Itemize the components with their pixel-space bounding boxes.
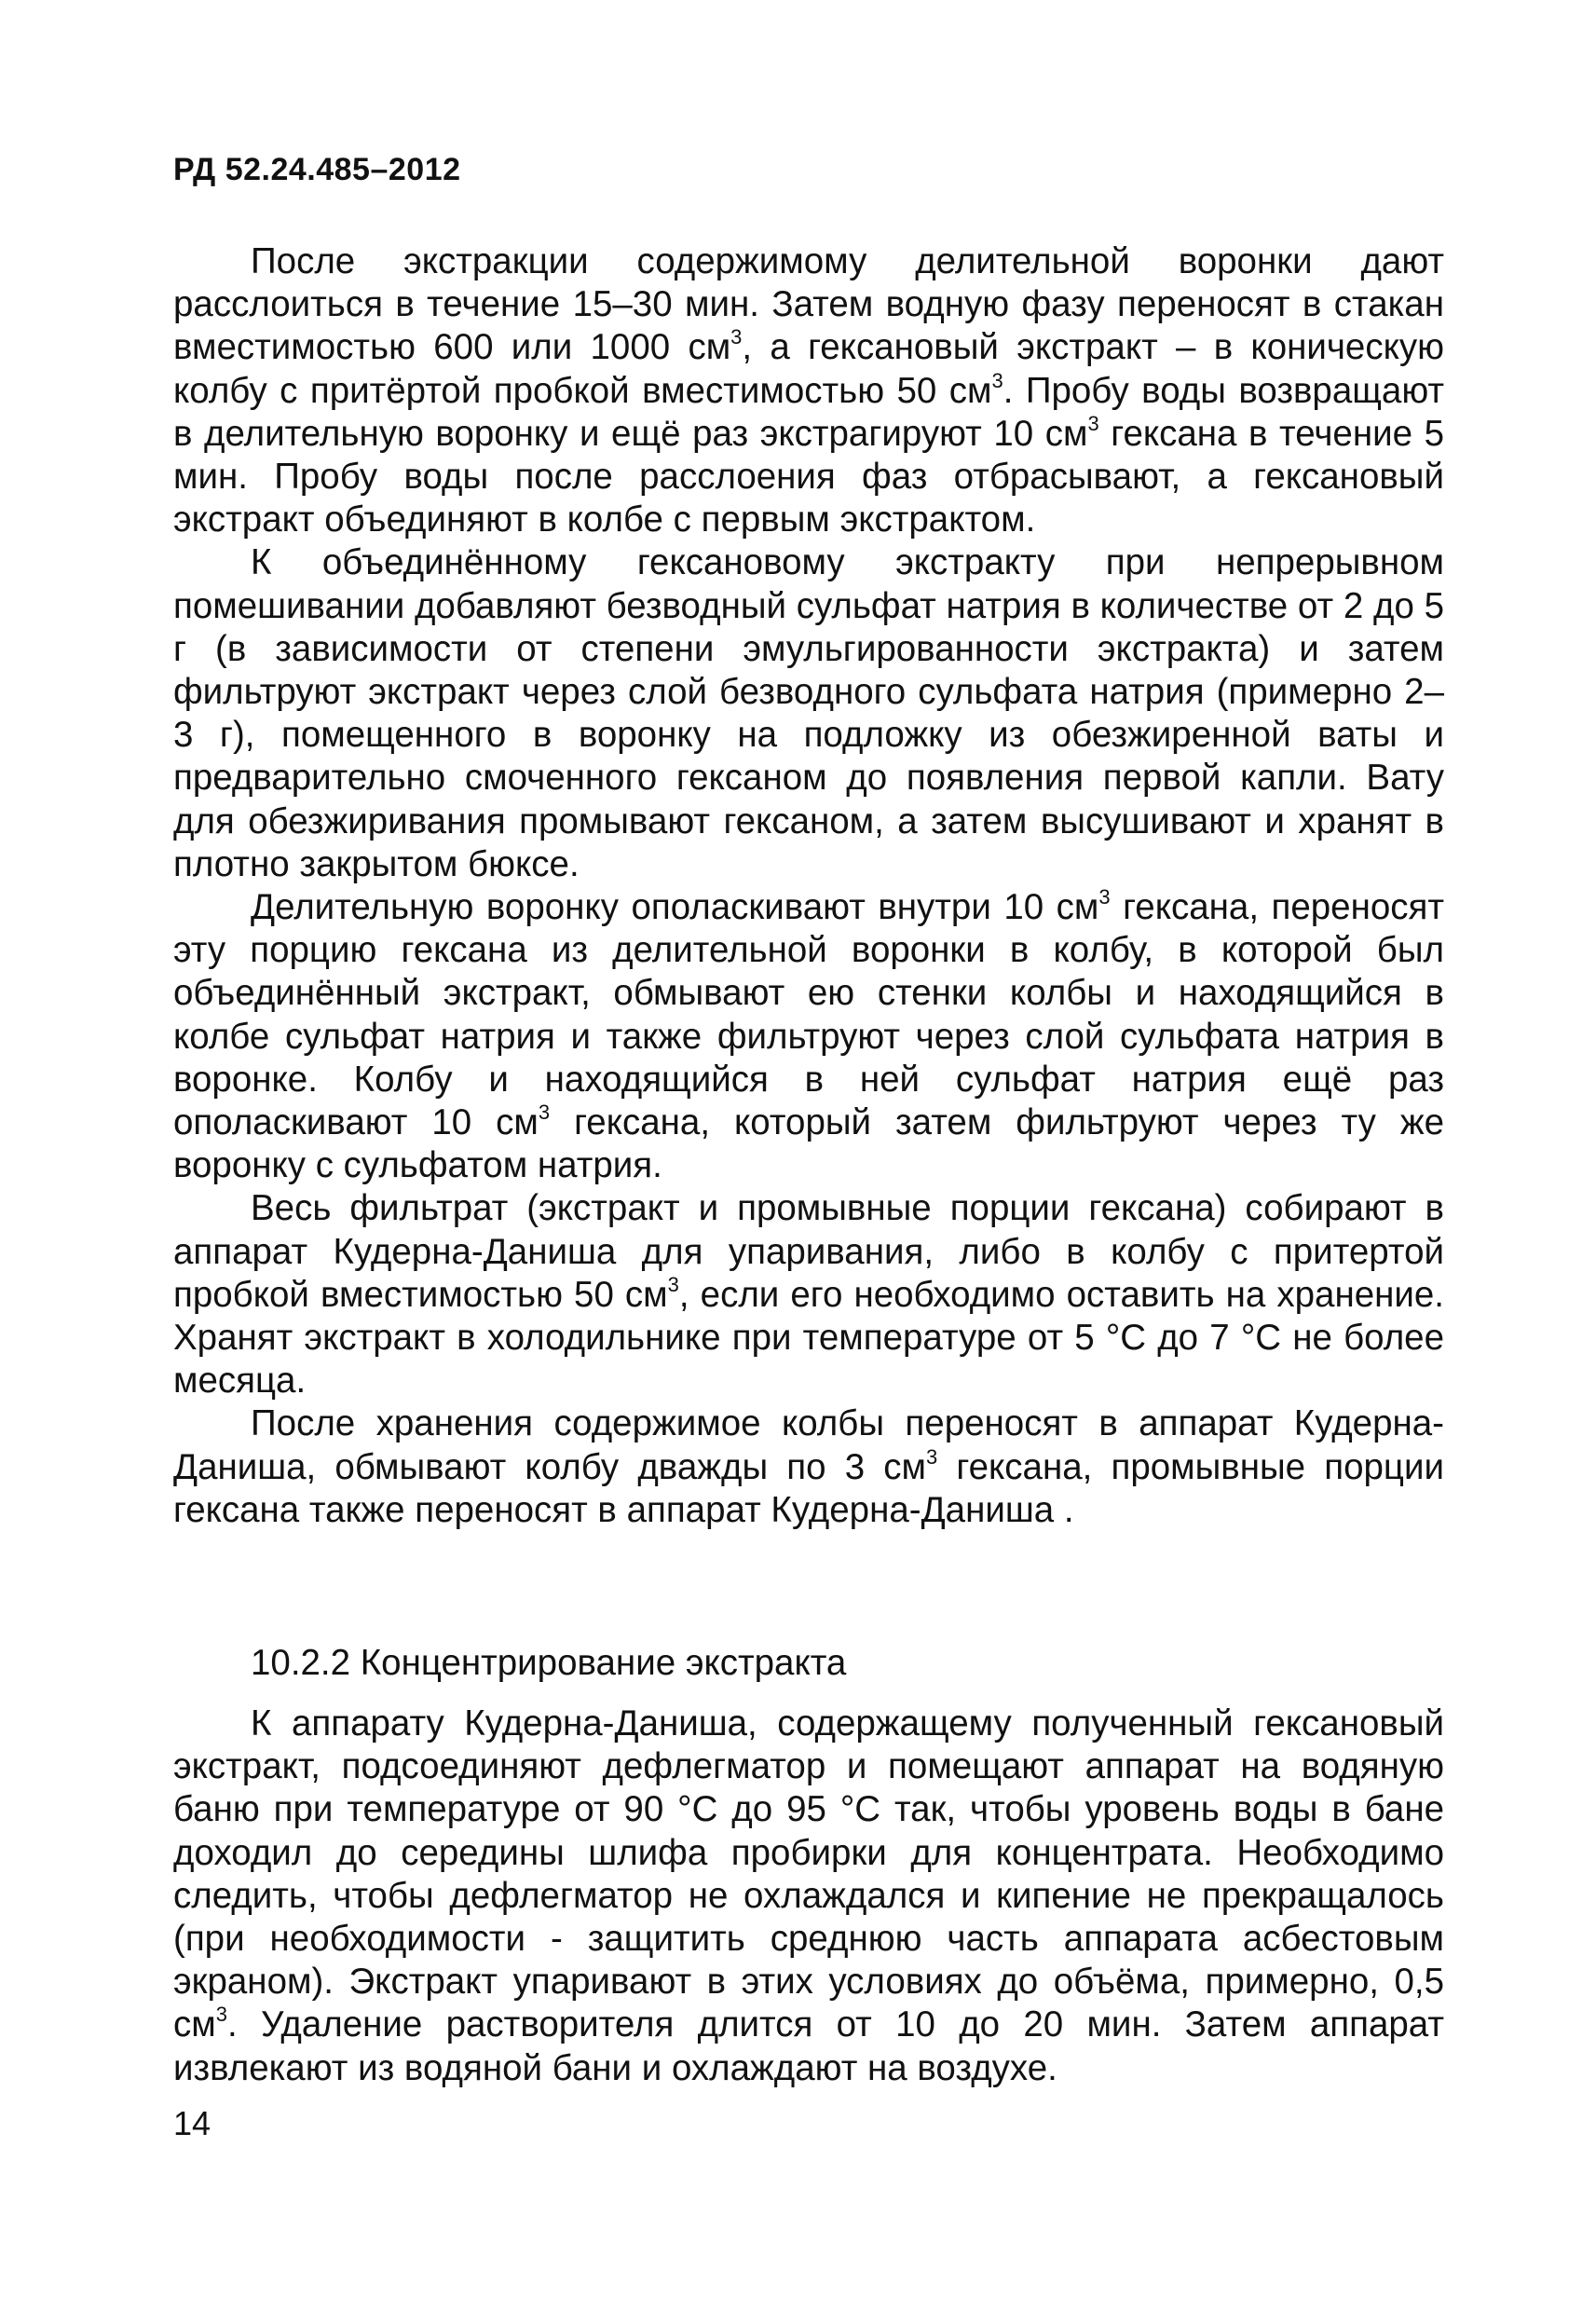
paragraph-after-storage bbox=[173, 1402, 1444, 1532]
paragraph-text: К аппарату Кудерна-Даниша, содержащему полученный гексановый экстракт, подсоединяют дефлегматор и помещают аппарат на водяную баню при температуре от 90 °С до 95 °С так, чтобы уровень воды в бане доходил до середины шлифа пробирки для концентрата. Необходимо следить, чтобы дефлегматор не охлаждался и кипение не прекращалось (при необходимости - защитить среднюю часть аппарата асбестовым экраном). Экстракт упаривают в этих условиях до объёма, примерно, 0,5 см bbox=[173, 1703, 1444, 2045]
paragraph-text: Делительную воронку ополаскивают внутри 10 см bbox=[251, 887, 1099, 928]
paragraph-text: . Удаление растворителя длится от 10 до 20 мин. Затем аппарат извлекают из водяной бани и охлаждают на воздухе. bbox=[173, 2004, 1444, 2088]
paragraph-rinsing bbox=[173, 886, 1444, 1187]
paragraph-text: . Пробу воды возвращают в делительную воронку и ещё раз экстрагируют 10 см bbox=[173, 370, 1444, 454]
paragraph-extraction-separation bbox=[173, 240, 1444, 541]
paragraph-text: , если его необходимо оставить на хранение. Хранят экстракт в холодильнике при температуре от 5 °С до 7 °С не более месяца. bbox=[173, 1274, 1444, 1402]
superscript-cube: 3 bbox=[1087, 411, 1099, 435]
paragraph-text: гексана, который затем фильтруют через ту же воронку с сульфатом натрия. bbox=[173, 1102, 1444, 1186]
page-number: 14 bbox=[173, 2104, 211, 2142]
superscript-cube: 3 bbox=[215, 2003, 227, 2027]
paragraph-text: , а гексановый экстракт – в коническую колбу с притёртой пробкой вместимостью 50 см bbox=[173, 327, 1444, 411]
paragraph-drying: К объединённому гексановому экстракту при непрерывном помешивании добавляют безводный сульфат натрия в количестве от 2 до 5 г (в зависимости от степени эмульгированности экстракта) и затем фильтруют экстракт через слой безводного сульфата натрия (примерно 2–3 г), помещенного в воронку на подложку из обезжиренной ваты и предварительно смоченного гексаном до появления первой капли. Вату для обезжиривания промывают гексаном, а затем высушивают и хранят в плотно закрытом бюксе. bbox=[173, 542, 1444, 884]
section-heading: 10.2.2 Концентрирование экстракта bbox=[251, 1643, 847, 1683]
superscript-cube: 3 bbox=[667, 1272, 679, 1296]
superscript-cube: 3 bbox=[1098, 885, 1111, 909]
paragraph-text: гексана, переносят эту порцию гексана из делительной воронки в колбу, в которой был объединённый экстракт, обмывают ею стенки колбы и находящийся в колбе сульфат натрия и также фильтруют через слой сульфата натрия в воронке. Колбу и находящийся в ней сульфат натрия ещё раз ополаскивают 10 см bbox=[173, 887, 1444, 1143]
superscript-cube: 3 bbox=[730, 325, 743, 349]
paragraph-filtrate-storage bbox=[173, 1187, 1444, 1402]
superscript-cube: 3 bbox=[926, 1444, 938, 1469]
document-code: РД 52.24.485–2012 bbox=[173, 152, 461, 187]
superscript-cube: 3 bbox=[991, 368, 1003, 392]
paragraph-text: После хранения содержимое колбы переносят в аппарат Кудерна-Даниша, обмывают колбу дважды по 3 см bbox=[173, 1403, 1444, 1487]
superscript-cube: 3 bbox=[538, 1101, 551, 1125]
paragraph-concentration bbox=[173, 1702, 1444, 2090]
body-text-block bbox=[173, 1702, 1444, 2090]
paragraph-text: После экстракции содержимому делительной воронки дают расслоиться в течение 15–30 мин. Затем водную фазу переносят в стакан вместимостью 600 или 1000 см bbox=[173, 241, 1444, 368]
paragraph-text: Весь фильтрат (экстракт и промывные порции гексана) собирают в аппарат Кудерна-Даниша для упаривания, либо в колбу с притертой пробкой вместимостью 50 см bbox=[173, 1188, 1444, 1315]
paragraph-text: гексана в течение 5 мин. Пробу воды после расслоения фаз отбрасывают, а гексановый экстракт объединяют в колбе с первым экстрактом. bbox=[173, 413, 1444, 540]
section-heading-block bbox=[173, 1642, 1444, 1685]
body-text-block bbox=[173, 240, 1444, 1532]
paragraph-text: гексана, промывные порции гексана также переносят в аппарат Кудерна-Даниша . bbox=[173, 1446, 1444, 1530]
